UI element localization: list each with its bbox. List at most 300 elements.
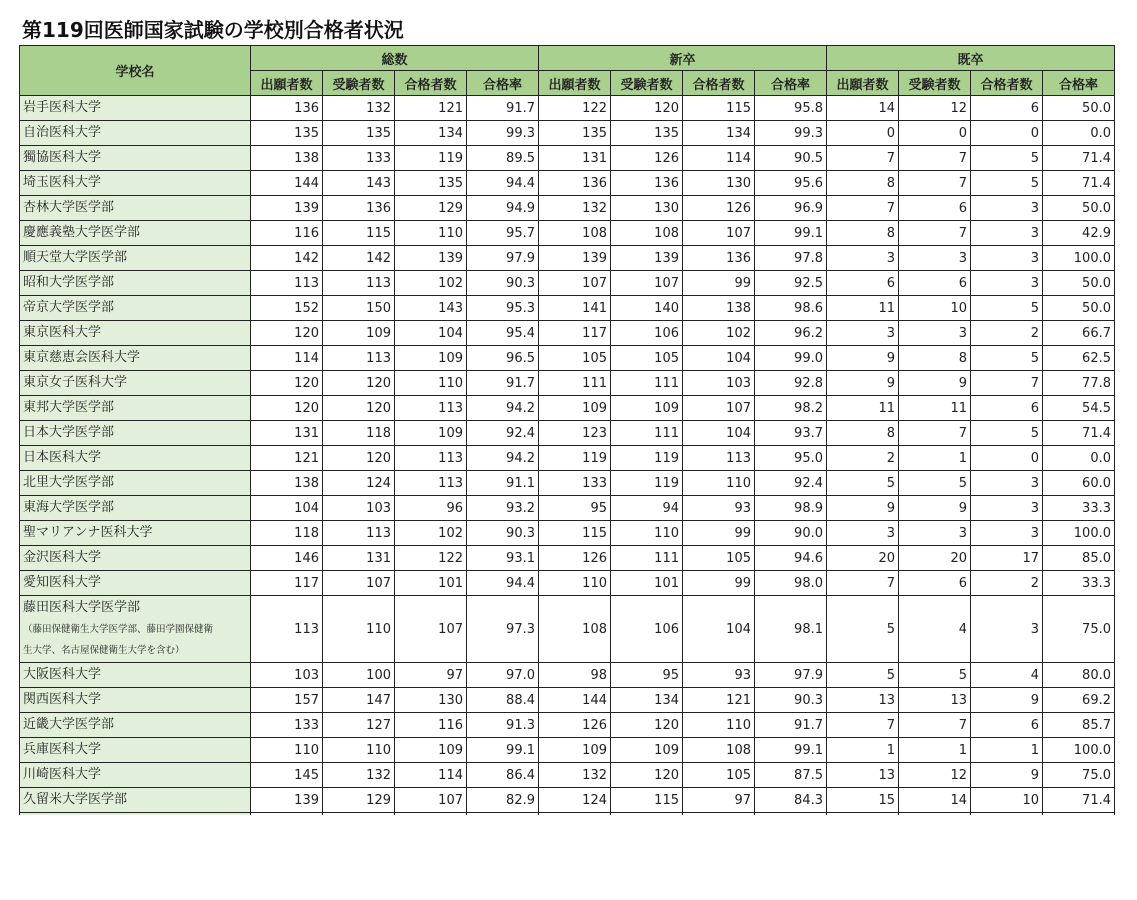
table-row [20, 546, 1115, 571]
school-name [20, 663, 251, 688]
value-cell: 96.2 [755, 321, 827, 346]
value-cell: 97 [683, 788, 755, 813]
value-cell: 3 [899, 321, 971, 346]
value-cell: 71.4 [1043, 421, 1115, 446]
value-cell: 139 [251, 788, 323, 813]
value-cell: 3 [827, 521, 899, 546]
header-col: 合格者数 [683, 71, 755, 96]
value-cell: 6 [971, 713, 1043, 738]
value-cell: 3 [899, 521, 971, 546]
value-cell: 104 [683, 596, 755, 663]
value-cell: 7 [899, 146, 971, 171]
value-cell: 77.8 [1043, 371, 1115, 396]
value-cell: 6 [899, 571, 971, 596]
value-cell: 107 [539, 271, 611, 296]
page-title: 第119回医師国家試験の学校別合格者状況 [22, 18, 404, 42]
value-cell: 99.3 [467, 121, 539, 146]
value-cell: 139 [395, 246, 467, 271]
value-cell: 0.0 [1043, 121, 1115, 146]
table-row [20, 663, 1115, 688]
value-cell: 75.0 [1043, 763, 1115, 788]
value-cell: 99.1 [467, 738, 539, 763]
value-cell: 42.9 [1043, 221, 1115, 246]
value-cell: 91.3 [467, 713, 539, 738]
school-name-text: 昭和大学医学部 [23, 275, 115, 290]
value-cell: 146 [251, 546, 323, 571]
table-row [20, 121, 1115, 146]
value-cell: 92.4 [755, 471, 827, 496]
header-col: 受験者数 [323, 71, 395, 96]
value-cell: 50.0 [1043, 296, 1115, 321]
header-col: 受験者数 [899, 71, 971, 96]
value-cell: 14 [899, 788, 971, 813]
value-cell: 117 [251, 571, 323, 596]
value-cell: 9 [971, 763, 1043, 788]
value-cell: 131 [539, 146, 611, 171]
value-cell: 5 [827, 596, 899, 663]
value-cell: 85.0 [1043, 546, 1115, 571]
value-cell: 3 [971, 471, 1043, 496]
table-row [20, 471, 1115, 496]
value-cell: 131 [323, 546, 395, 571]
value-cell: 109 [611, 396, 683, 421]
value-cell: 7 [827, 571, 899, 596]
value-cell: 12 [899, 96, 971, 121]
value-cell: 126 [611, 146, 683, 171]
table-row [20, 446, 1115, 471]
value-cell: 120 [323, 446, 395, 471]
value-cell: 95.7 [467, 221, 539, 246]
value-cell: 99.1 [755, 221, 827, 246]
value-cell: 98 [539, 663, 611, 688]
school-name-text: 日本大学医学部 [23, 425, 115, 440]
value-cell: 99 [683, 571, 755, 596]
table-row [20, 346, 1115, 371]
empty-cell [20, 813, 251, 816]
value-cell: 109 [323, 321, 395, 346]
value-cell: 94.4 [467, 571, 539, 596]
empty-cell [395, 813, 467, 816]
header-school: 学校名 [20, 46, 251, 96]
value-cell: 95.0 [755, 446, 827, 471]
value-cell: 99 [683, 521, 755, 546]
value-cell: 107 [611, 271, 683, 296]
value-cell: 20 [899, 546, 971, 571]
value-cell: 95 [539, 496, 611, 521]
school-name-text: 藤田医科大学医学部 [23, 600, 141, 615]
value-cell: 9 [899, 496, 971, 521]
value-cell: 144 [539, 688, 611, 713]
table-row [20, 396, 1115, 421]
value-cell: 110 [251, 738, 323, 763]
value-cell: 157 [251, 688, 323, 713]
value-cell: 111 [611, 421, 683, 446]
value-cell: 0 [827, 121, 899, 146]
value-cell: 13 [827, 763, 899, 788]
value-cell: 90.0 [755, 521, 827, 546]
results-table [19, 45, 1115, 815]
school-name-text: 東京女子医科大学 [23, 375, 128, 390]
value-cell: 104 [395, 321, 467, 346]
value-cell: 132 [323, 96, 395, 121]
value-cell: 50.0 [1043, 271, 1115, 296]
value-cell: 13 [827, 688, 899, 713]
value-cell: 95 [611, 663, 683, 688]
empty-cell [755, 813, 827, 816]
value-cell: 136 [611, 171, 683, 196]
value-cell: 152 [251, 296, 323, 321]
value-cell: 87.5 [755, 763, 827, 788]
school-name [20, 521, 251, 546]
school-name [20, 421, 251, 446]
value-cell: 3 [899, 246, 971, 271]
value-cell: 96 [395, 496, 467, 521]
value-cell: 89.5 [467, 146, 539, 171]
value-cell: 97.0 [467, 663, 539, 688]
value-cell: 5 [899, 471, 971, 496]
table-row [20, 521, 1115, 546]
school-name-text: 久留米大学医学部 [23, 792, 128, 807]
value-cell: 1 [899, 738, 971, 763]
value-cell: 7 [899, 421, 971, 446]
value-cell: 71.4 [1043, 171, 1115, 196]
value-cell: 100 [323, 663, 395, 688]
school-name-text: 自治医科大学 [23, 125, 102, 140]
value-cell: 86.4 [467, 763, 539, 788]
value-cell: 71.4 [1043, 788, 1115, 813]
school-name-text: 関西医科大学 [23, 692, 102, 707]
value-cell: 8 [827, 171, 899, 196]
value-cell: 7 [899, 171, 971, 196]
school-name-text: 金沢医科大学 [23, 550, 102, 565]
value-cell: 109 [539, 396, 611, 421]
value-cell: 5 [899, 663, 971, 688]
value-cell: 3 [827, 246, 899, 271]
value-cell: 111 [611, 546, 683, 571]
value-cell: 92.5 [755, 271, 827, 296]
value-cell: 121 [251, 446, 323, 471]
value-cell: 114 [683, 146, 755, 171]
value-cell: 90.3 [755, 688, 827, 713]
value-cell: 113 [395, 446, 467, 471]
empty-cell [827, 813, 899, 816]
value-cell: 9 [827, 371, 899, 396]
value-cell: 113 [395, 471, 467, 496]
value-cell: 105 [683, 546, 755, 571]
value-cell: 109 [395, 346, 467, 371]
value-cell: 82.9 [467, 788, 539, 813]
school-name [20, 346, 251, 371]
school-name-text: 東京慈恵会医科大学 [23, 350, 141, 365]
empty-cell [1043, 813, 1115, 816]
table-row [20, 171, 1115, 196]
school-name [20, 196, 251, 221]
value-cell: 94.2 [467, 446, 539, 471]
value-cell: 17 [971, 546, 1043, 571]
school-name-text: 大阪医科大学 [23, 667, 102, 682]
value-cell: 139 [611, 246, 683, 271]
empty-cell [899, 813, 971, 816]
value-cell: 98.0 [755, 571, 827, 596]
value-cell: 95.8 [755, 96, 827, 121]
value-cell: 102 [683, 321, 755, 346]
value-cell: 113 [683, 446, 755, 471]
header-col: 出願者数 [539, 71, 611, 96]
value-cell: 100.0 [1043, 521, 1115, 546]
value-cell: 6 [971, 96, 1043, 121]
value-cell: 120 [251, 371, 323, 396]
value-cell: 1 [827, 738, 899, 763]
value-cell: 8 [827, 221, 899, 246]
empty-cell [251, 813, 323, 816]
school-name-text: 兵庫医科大学 [23, 742, 102, 757]
value-cell: 95.4 [467, 321, 539, 346]
value-cell: 105 [683, 763, 755, 788]
value-cell: 9 [899, 371, 971, 396]
value-cell: 138 [251, 471, 323, 496]
value-cell: 103 [683, 371, 755, 396]
value-cell: 94.6 [755, 546, 827, 571]
school-name [20, 321, 251, 346]
school-name-text: 近畿大学医学部 [23, 717, 115, 732]
value-cell: 7 [827, 196, 899, 221]
school-name-text: 愛知医科大学 [23, 575, 102, 590]
value-cell: 90.5 [755, 146, 827, 171]
value-cell: 136 [539, 171, 611, 196]
value-cell: 115 [683, 96, 755, 121]
school-name-text: 日本医科大学 [23, 450, 102, 465]
value-cell: 108 [683, 738, 755, 763]
value-cell: 102 [395, 271, 467, 296]
value-cell: 143 [323, 171, 395, 196]
value-cell: 120 [251, 321, 323, 346]
school-name [20, 146, 251, 171]
value-cell: 97 [395, 663, 467, 688]
school-name [20, 713, 251, 738]
value-cell: 93.7 [755, 421, 827, 446]
value-cell: 0 [899, 121, 971, 146]
school-name [20, 571, 251, 596]
value-cell: 120 [611, 96, 683, 121]
value-cell: 120 [323, 396, 395, 421]
value-cell: 110 [395, 371, 467, 396]
value-cell: 8 [899, 346, 971, 371]
school-name-text: 東邦大学医学部 [23, 400, 115, 415]
value-cell: 11 [827, 396, 899, 421]
value-cell: 11 [899, 396, 971, 421]
value-cell: 3 [971, 196, 1043, 221]
table-row [20, 296, 1115, 321]
value-cell: 130 [611, 196, 683, 221]
value-cell: 104 [251, 496, 323, 521]
value-cell: 13 [899, 688, 971, 713]
value-cell: 7 [827, 713, 899, 738]
table-row [20, 571, 1115, 596]
value-cell: 118 [323, 421, 395, 446]
value-cell: 116 [251, 221, 323, 246]
value-cell: 133 [323, 146, 395, 171]
value-cell: 97.9 [467, 246, 539, 271]
value-cell: 92.8 [755, 371, 827, 396]
header-col: 合格率 [755, 71, 827, 96]
school-name-text: 川崎医科大学 [23, 767, 102, 782]
value-cell: 100.0 [1043, 738, 1115, 763]
value-cell: 91.7 [467, 371, 539, 396]
value-cell: 5 [971, 421, 1043, 446]
value-cell: 103 [251, 663, 323, 688]
value-cell: 129 [323, 788, 395, 813]
value-cell: 10 [899, 296, 971, 321]
value-cell: 123 [539, 421, 611, 446]
value-cell: 7 [971, 371, 1043, 396]
value-cell: 109 [395, 738, 467, 763]
value-cell: 104 [683, 346, 755, 371]
school-name [20, 246, 251, 271]
school-name [20, 688, 251, 713]
school-name-text: 岩手医科大学 [23, 100, 102, 115]
value-cell: 99 [683, 271, 755, 296]
value-cell: 144 [251, 171, 323, 196]
value-cell: 136 [683, 246, 755, 271]
value-cell: 3 [971, 521, 1043, 546]
value-cell: 108 [539, 596, 611, 663]
value-cell: 113 [323, 346, 395, 371]
value-cell: 126 [539, 713, 611, 738]
empty-cell [971, 813, 1043, 816]
value-cell: 66.7 [1043, 321, 1115, 346]
value-cell: 33.3 [1043, 496, 1115, 521]
header-col: 合格者数 [395, 71, 467, 96]
value-cell: 93.2 [467, 496, 539, 521]
value-cell: 115 [539, 521, 611, 546]
value-cell: 104 [683, 421, 755, 446]
empty-cell [683, 813, 755, 816]
value-cell: 119 [539, 446, 611, 471]
value-cell: 6 [899, 271, 971, 296]
table-row [20, 688, 1115, 713]
value-cell: 135 [611, 121, 683, 146]
value-cell: 134 [611, 688, 683, 713]
value-cell: 113 [395, 396, 467, 421]
value-cell: 121 [395, 96, 467, 121]
value-cell: 99.0 [755, 346, 827, 371]
value-cell: 7 [899, 221, 971, 246]
value-cell: 126 [539, 546, 611, 571]
value-cell: 93.1 [467, 546, 539, 571]
value-cell: 110 [323, 596, 395, 663]
value-cell: 71.4 [1043, 146, 1115, 171]
school-name [20, 221, 251, 246]
value-cell: 94.9 [467, 196, 539, 221]
value-cell: 5 [971, 171, 1043, 196]
value-cell: 100.0 [1043, 246, 1115, 271]
value-cell: 101 [611, 571, 683, 596]
table-row-cutoff [20, 813, 1115, 816]
school-name-text: 杏林大学医学部 [23, 200, 115, 215]
value-cell: 3 [971, 246, 1043, 271]
value-cell: 110 [683, 713, 755, 738]
table-row [20, 321, 1115, 346]
value-cell: 3 [827, 321, 899, 346]
value-cell: 33.3 [1043, 571, 1115, 596]
value-cell: 111 [611, 371, 683, 396]
school-name [20, 96, 251, 121]
value-cell: 136 [323, 196, 395, 221]
value-cell: 62.5 [1043, 346, 1115, 371]
value-cell: 5 [971, 146, 1043, 171]
value-cell: 3 [971, 496, 1043, 521]
value-cell: 3 [971, 271, 1043, 296]
value-cell: 20 [827, 546, 899, 571]
value-cell: 110 [395, 221, 467, 246]
header-col: 合格者数 [971, 71, 1043, 96]
value-cell: 0 [971, 121, 1043, 146]
value-cell: 107 [395, 788, 467, 813]
value-cell: 105 [611, 346, 683, 371]
value-cell: 96.5 [467, 346, 539, 371]
value-cell: 107 [395, 596, 467, 663]
value-cell: 143 [395, 296, 467, 321]
value-cell: 107 [323, 571, 395, 596]
value-cell: 0 [971, 446, 1043, 471]
value-cell: 15 [827, 788, 899, 813]
value-cell: 8 [827, 421, 899, 446]
value-cell: 126 [683, 196, 755, 221]
value-cell: 105 [539, 346, 611, 371]
header-group-total: 総数 [251, 46, 539, 71]
value-cell: 119 [611, 471, 683, 496]
value-cell: 130 [395, 688, 467, 713]
value-cell: 129 [395, 196, 467, 221]
school-name [20, 596, 251, 663]
value-cell: 54.5 [1043, 396, 1115, 421]
school-name [20, 171, 251, 196]
value-cell: 119 [611, 446, 683, 471]
school-name [20, 763, 251, 788]
value-cell: 88.4 [467, 688, 539, 713]
header-col: 受験者数 [611, 71, 683, 96]
table-row [20, 96, 1115, 121]
value-cell: 106 [611, 596, 683, 663]
value-cell: 9 [827, 496, 899, 521]
value-cell: 97.8 [755, 246, 827, 271]
value-cell: 95.3 [467, 296, 539, 321]
value-cell: 109 [539, 738, 611, 763]
empty-cell [539, 813, 611, 816]
value-cell: 91.1 [467, 471, 539, 496]
table-row [20, 596, 1115, 663]
value-cell: 80.0 [1043, 663, 1115, 688]
value-cell: 114 [395, 763, 467, 788]
value-cell: 121 [683, 688, 755, 713]
header-col: 合格率 [1043, 71, 1115, 96]
value-cell: 98.9 [755, 496, 827, 521]
empty-cell [611, 813, 683, 816]
value-cell: 98.1 [755, 596, 827, 663]
value-cell: 131 [251, 421, 323, 446]
value-cell: 1 [971, 738, 1043, 763]
value-cell: 6 [827, 271, 899, 296]
school-name-text: 慶應義塾大学医学部 [23, 225, 141, 240]
value-cell: 113 [323, 521, 395, 546]
table-row [20, 421, 1115, 446]
value-cell: 98.6 [755, 296, 827, 321]
value-cell: 114 [251, 346, 323, 371]
school-name-text: 獨協医科大学 [23, 150, 102, 165]
value-cell: 99.3 [755, 121, 827, 146]
school-name-text: 北里大学医学部 [23, 475, 115, 490]
value-cell: 134 [395, 121, 467, 146]
